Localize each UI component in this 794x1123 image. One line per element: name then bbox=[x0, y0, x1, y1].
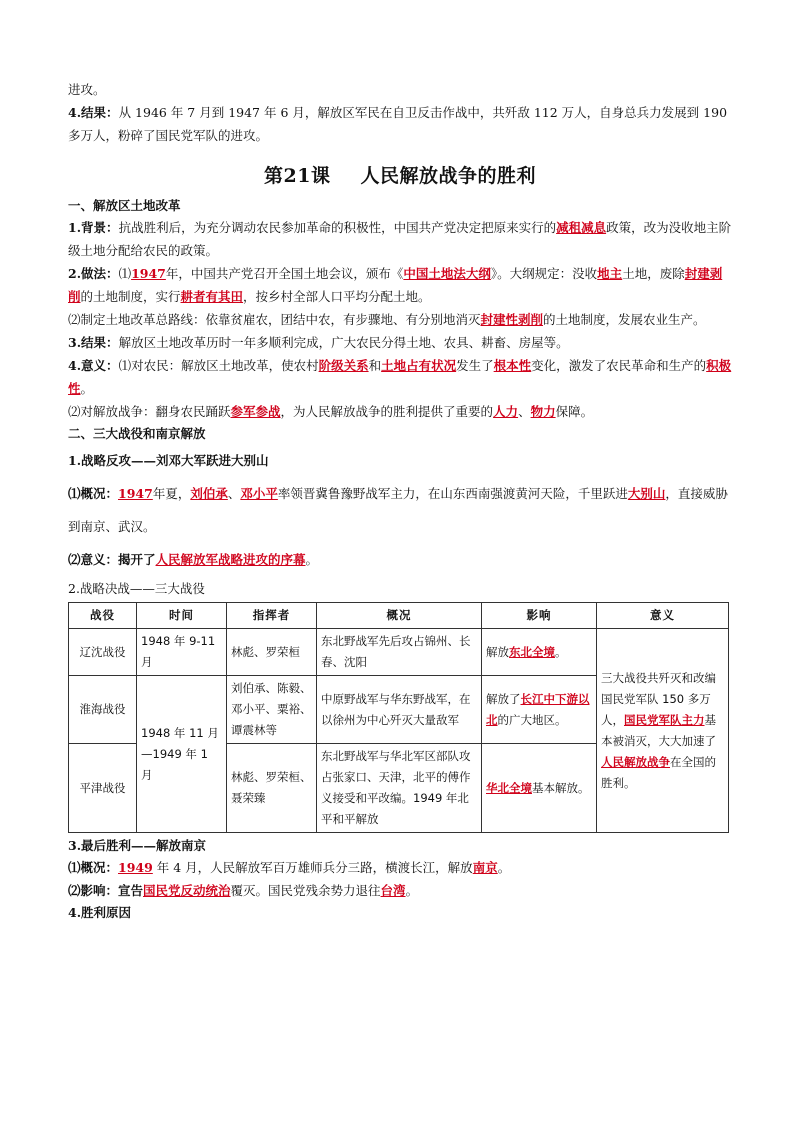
text: 政策，改为没收地主阶级土地分配给农民的政策。 bbox=[68, 220, 732, 258]
campaign-name: 平津战役 bbox=[69, 744, 137, 833]
keyword: 参军参战 bbox=[230, 404, 281, 419]
subsection-heading-decisive: 2.战略决战——三大战役 bbox=[68, 581, 205, 596]
text: 率领晋冀鲁豫野战军主力，在山东西南强渡黄河天险，千里跃进 bbox=[277, 486, 628, 501]
keyword: 国民党反动统治 bbox=[143, 883, 231, 898]
keyword: 1947 bbox=[118, 486, 153, 501]
keyword: 地主 bbox=[597, 266, 623, 281]
campaign-impact bbox=[482, 629, 597, 676]
text: 覆灭。国民党残余势力退往 bbox=[230, 883, 381, 898]
text: 解放 bbox=[486, 644, 509, 659]
subsection-heading-nanjing: 3.最后胜利——解放南京 bbox=[68, 838, 207, 853]
text: 保障。 bbox=[555, 404, 594, 419]
table-header: 意义 bbox=[597, 603, 729, 629]
subsection-heading-reasons: 4.胜利原因 bbox=[68, 905, 132, 920]
text: ⑴对农民：解放区土地改革，使农村 bbox=[118, 358, 319, 373]
lesson-name: 人民解放战争的胜利 bbox=[360, 165, 536, 187]
campaign-overview: 东北野战军先后攻占锦州、长春、沈阳 bbox=[317, 629, 482, 676]
text: 、 bbox=[227, 486, 241, 501]
text: 年 4 月，人民解放军百万雄师兵分三路，横渡长江，解放 bbox=[152, 860, 473, 875]
campaign-impact bbox=[482, 744, 597, 833]
keyword: 封建性剥削 bbox=[480, 312, 544, 327]
table-row bbox=[69, 629, 729, 676]
text: 的土地制度，发展农业生产。 bbox=[543, 312, 706, 327]
label: 4.结果： bbox=[68, 105, 119, 120]
label: ⑴概况： bbox=[68, 486, 119, 501]
text: 。 bbox=[555, 644, 567, 659]
keyword: 阶级关系 bbox=[318, 358, 369, 373]
keyword: 南京 bbox=[472, 860, 498, 875]
text: 年，中国共产党召开全国土地会议，颁布《 bbox=[165, 266, 404, 281]
campaign-commander: 林彪、罗荣桓 bbox=[227, 629, 317, 676]
keyword: 中国土地法大纲 bbox=[403, 266, 491, 281]
table-header: 概况 bbox=[317, 603, 482, 629]
keyword: 邓小平 bbox=[240, 486, 278, 501]
text: 的土地制度，实行 bbox=[80, 289, 181, 304]
text: ⑴概况： bbox=[68, 860, 119, 875]
keyword: 积极性 bbox=[68, 358, 732, 396]
section-heading-1: 一、解放区土地改革 bbox=[68, 198, 181, 213]
keyword: 人民解放战争 bbox=[601, 754, 670, 769]
text: 、 bbox=[518, 404, 531, 419]
keyword: 长江中下游以北 bbox=[486, 691, 590, 727]
text: ⑵对解放战争：翻身农民踊跃 bbox=[68, 404, 231, 419]
text: ⑴ bbox=[118, 266, 132, 281]
paragraph-method bbox=[68, 262, 732, 308]
text: 解放了 bbox=[486, 691, 521, 706]
label: 2.做法： bbox=[68, 266, 119, 281]
paragraph-land-result bbox=[68, 331, 732, 354]
campaign-time: 1948 年 9-11 月 bbox=[137, 629, 227, 676]
text: 基本解放。 bbox=[532, 780, 590, 795]
paragraph-offensive-overview bbox=[68, 477, 732, 543]
keyword: 物力 bbox=[530, 404, 556, 419]
campaign-overview: 东北野战军与华北军区部队攻占张家口、天津，北平的傅作义接受和平改编。1949 年北平和平解放 bbox=[317, 744, 482, 833]
text: 土地，废除 bbox=[622, 266, 685, 281]
section-heading-2: 二、三大战役和南京解放 bbox=[68, 426, 206, 441]
text: 年夏， bbox=[152, 486, 191, 501]
campaign-overview: 中原野战军与华东野战军，在以徐州为中心歼灭大量敌军 bbox=[317, 676, 482, 744]
paragraph-significance-2 bbox=[68, 400, 732, 423]
label: 4.意义： bbox=[68, 358, 119, 373]
keyword: 1949 bbox=[118, 860, 153, 875]
campaign-name: 淮海战役 bbox=[69, 676, 137, 744]
campaign-commander: 刘伯承、陈毅、邓小平、粟裕、谭震林等 bbox=[227, 676, 317, 744]
campaign-commander: 林彪、罗荣桓、聂荣臻 bbox=[227, 744, 317, 833]
text: ，直接威胁到南京、武汉。 bbox=[68, 486, 728, 534]
text: ⑵影响：宣告 bbox=[68, 883, 144, 898]
text: 发生了 bbox=[456, 358, 494, 373]
lesson-title bbox=[68, 161, 732, 191]
paragraph-significance bbox=[68, 354, 732, 400]
keyword: 土地占有状况 bbox=[381, 358, 457, 373]
text: 三大战役共歼灭和改编国民党军队 150 多万人， bbox=[601, 670, 716, 727]
text: 进攻。 bbox=[68, 82, 106, 97]
paragraph-nanjing-impact bbox=[68, 879, 732, 902]
campaign-impact bbox=[482, 676, 597, 744]
subsection-heading-offensive: 1.战略反攻——刘邓大军跃进大别山 bbox=[68, 453, 269, 468]
campaign-meaning bbox=[597, 629, 729, 833]
text: ⑵意义：揭开了 bbox=[68, 552, 156, 567]
text: ⑵制定土地改革总路线：依靠贫雇农，团结中农，有步骤地、有分别地消灭 bbox=[68, 312, 481, 327]
keyword: 台湾 bbox=[380, 883, 406, 898]
text: 》。大纲规定：没收 bbox=[490, 266, 598, 281]
table-header: 影响 bbox=[482, 603, 597, 629]
keyword: 人民解放军战略进攻的序幕 bbox=[155, 552, 306, 567]
text: 。 bbox=[497, 860, 511, 875]
keyword: 1947 bbox=[131, 266, 166, 281]
table-header-row bbox=[69, 603, 729, 629]
text: 。 bbox=[405, 883, 419, 898]
keyword: 东北全境 bbox=[509, 644, 555, 659]
keyword: 刘伯承 bbox=[190, 486, 228, 501]
keyword: 人力 bbox=[493, 404, 519, 419]
paragraph-continuation bbox=[68, 78, 732, 101]
text: 从 1946 年 7 月到 1947 年 6 月，解放区军民在自卫反击作战中，共歼敌 112 万人，自身总兵力发展到 190 多万人，粉碎了国民党军队的进攻。 bbox=[68, 105, 728, 143]
keyword: 减租减息 bbox=[556, 220, 607, 235]
paragraph-background bbox=[68, 216, 732, 262]
keyword: 封建剥削 bbox=[68, 266, 723, 304]
lesson-number: 第21课 bbox=[264, 165, 331, 187]
label: 1.背景： bbox=[68, 220, 119, 235]
text: 基本被消灭，大大加速了 bbox=[601, 712, 716, 748]
paragraph-result bbox=[68, 101, 732, 147]
keyword: 耕者有其田 bbox=[180, 289, 244, 304]
table-header: 指挥者 bbox=[227, 603, 317, 629]
text: 抗战胜利后，为充分调动农民参加革命的积极性，中国共产党决定把原来实行的 bbox=[118, 220, 557, 235]
text: 。 bbox=[80, 381, 94, 396]
text: 的广大地区。 bbox=[497, 712, 567, 727]
paragraph-offensive-significance bbox=[68, 543, 732, 576]
text: 和 bbox=[368, 358, 382, 373]
text: 在全国的胜利。 bbox=[601, 754, 716, 790]
keyword: 根本性 bbox=[493, 358, 532, 373]
paragraph-method-2 bbox=[68, 308, 732, 331]
document-page bbox=[68, 78, 732, 923]
campaign-time: 1948 年 11 月—1949 年 1 月 bbox=[137, 676, 227, 833]
text: 变化，激发了农民革命和生产的 bbox=[531, 358, 707, 373]
text: 。 bbox=[305, 552, 319, 567]
text: ，为人民解放战争的胜利提供了重要的 bbox=[280, 404, 494, 419]
table-header: 战役 bbox=[69, 603, 137, 629]
three-campaigns-table bbox=[68, 602, 729, 833]
table-header: 时间 bbox=[137, 603, 227, 629]
keyword: 华北全境 bbox=[486, 780, 532, 795]
keyword: 国民党军队主力 bbox=[624, 712, 705, 727]
campaign-name: 辽沈战役 bbox=[69, 629, 137, 676]
paragraph-nanjing-overview bbox=[68, 856, 732, 879]
text: 解放区土地改革历时一年多顺利完成，广大农民分得土地、农具、耕畜、房屋等。 bbox=[118, 335, 569, 350]
keyword: 大别山 bbox=[627, 486, 666, 501]
text: ，按乡村全部人口平均分配土地。 bbox=[243, 289, 431, 304]
label: 3.结果： bbox=[68, 335, 119, 350]
